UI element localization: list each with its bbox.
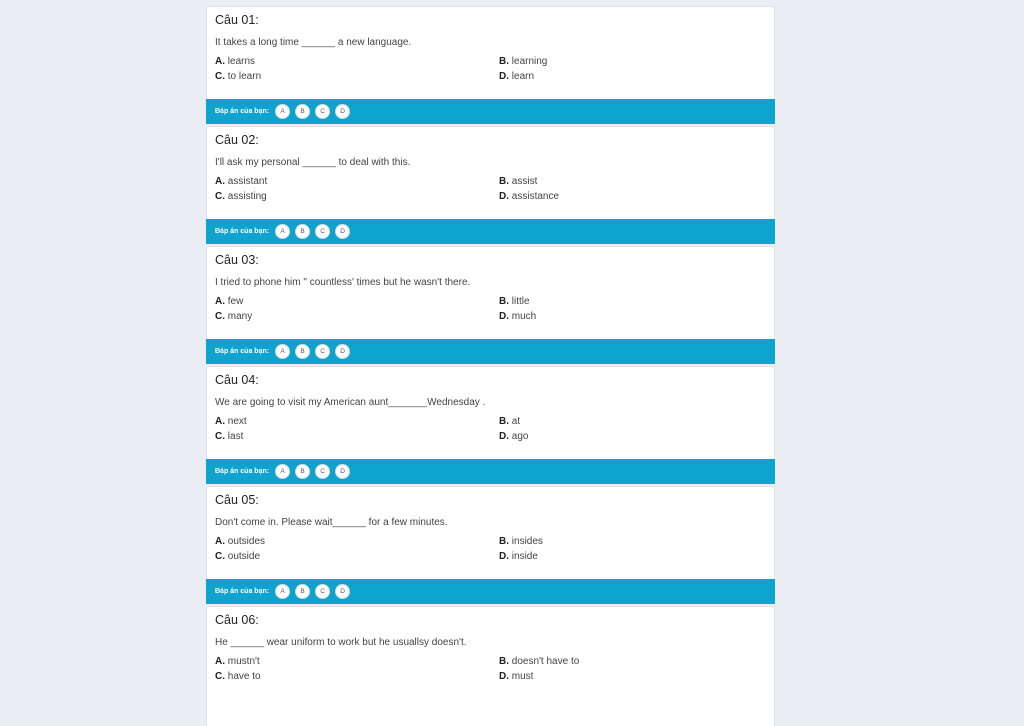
- question-card: [206, 366, 775, 459]
- answer-bar: [206, 99, 775, 124]
- option-c[interactable]: [215, 191, 499, 204]
- question-text: Don't come in. Please wait______ for a few minutes.: [215, 517, 448, 528]
- question-text: He ______ wear uniform to work but he usuallsy doesn't.: [215, 637, 467, 648]
- answer-choice-d[interactable]: D: [335, 584, 350, 599]
- question-text: I'll ask my personal ______ to deal with this.: [215, 157, 411, 168]
- option-text: learns: [227, 56, 256, 67]
- option-text: have to: [227, 670, 261, 682]
- answer-bar: [206, 219, 775, 244]
- option-letter: B.: [499, 176, 509, 187]
- option-letter: B.: [499, 656, 509, 667]
- question-card: [206, 486, 775, 579]
- option-letter: C.: [215, 550, 225, 562]
- option-letter: A.: [215, 296, 225, 307]
- options-grid: [215, 56, 766, 83]
- option-b[interactable]: [499, 296, 769, 309]
- quiz-column: [206, 6, 775, 726]
- question-card: [206, 6, 775, 99]
- option-b[interactable]: [499, 176, 769, 189]
- options-grid: [215, 416, 766, 443]
- question-text: We are going to visit my American aunt_______Wednesday .: [215, 397, 486, 408]
- option-text: inside: [511, 550, 538, 562]
- option-d[interactable]: [499, 71, 769, 84]
- option-text: few: [227, 296, 244, 307]
- option-b[interactable]: [499, 56, 769, 69]
- answer-choice-c[interactable]: C: [315, 464, 330, 479]
- option-d[interactable]: [499, 311, 769, 324]
- option-text: last: [227, 430, 244, 442]
- option-letter: D.: [499, 670, 509, 682]
- option-d[interactable]: [499, 431, 769, 444]
- question-title: Câu 04:: [215, 373, 259, 387]
- option-letter: C.: [215, 670, 225, 682]
- answer-choice-d[interactable]: D: [335, 104, 350, 119]
- option-d[interactable]: [499, 671, 769, 684]
- option-letter: D.: [499, 550, 509, 562]
- option-a[interactable]: [215, 656, 499, 669]
- option-text: must: [511, 670, 534, 682]
- option-letter: C.: [215, 310, 225, 322]
- answer-choice-a[interactable]: A: [275, 104, 290, 119]
- option-text: insides: [511, 536, 543, 547]
- question-text: It takes a long time ______ a new language.: [215, 37, 412, 48]
- option-text: outsides: [227, 536, 266, 547]
- option-a[interactable]: [215, 56, 499, 69]
- option-text: many: [227, 310, 253, 322]
- option-letter: A.: [215, 536, 225, 547]
- question-text: I tried to phone him " countless' times but he wasn't there.: [215, 277, 471, 288]
- option-text: to learn: [227, 70, 262, 82]
- option-a[interactable]: [215, 536, 499, 549]
- option-a[interactable]: [215, 176, 499, 189]
- answer-choice-c[interactable]: C: [315, 584, 330, 599]
- option-d[interactable]: [499, 191, 769, 204]
- option-letter: A.: [215, 656, 225, 667]
- option-c[interactable]: [215, 311, 499, 324]
- option-letter: C.: [215, 70, 225, 82]
- answer-choice-c[interactable]: C: [315, 344, 330, 359]
- answer-choice-b[interactable]: B: [295, 104, 310, 119]
- question-card: [206, 246, 775, 339]
- option-text: next: [227, 416, 247, 427]
- option-letter: C.: [215, 430, 225, 442]
- option-c[interactable]: [215, 431, 499, 444]
- answer-choice-b[interactable]: B: [295, 224, 310, 239]
- answer-label: Đáp án của bạn:: [215, 348, 270, 355]
- option-letter: B.: [499, 56, 509, 67]
- answer-choice-a[interactable]: A: [275, 224, 290, 239]
- options-grid: [215, 656, 766, 683]
- answer-choice-d[interactable]: D: [335, 344, 350, 359]
- option-text: mustn't: [227, 656, 260, 667]
- answer-label: Đáp án của bạn:: [215, 108, 270, 115]
- option-letter: A.: [215, 416, 225, 427]
- option-letter: D.: [499, 70, 509, 82]
- answer-label: Đáp án của bạn:: [215, 588, 270, 595]
- question-title: Câu 02:: [215, 133, 259, 147]
- question-title: Câu 06:: [215, 613, 259, 627]
- option-b[interactable]: [499, 656, 769, 669]
- answer-bar: [206, 459, 775, 484]
- option-letter: D.: [499, 310, 509, 322]
- option-letter: A.: [215, 56, 225, 67]
- option-text: assisting: [227, 190, 267, 202]
- options-grid: [215, 296, 766, 323]
- option-text: assist: [511, 176, 538, 187]
- option-letter: B.: [499, 416, 509, 427]
- answer-choice-b[interactable]: B: [295, 584, 310, 599]
- option-text: ago: [511, 430, 529, 442]
- question-title: Câu 01:: [215, 13, 259, 27]
- option-b[interactable]: [499, 536, 769, 549]
- option-c[interactable]: [215, 71, 499, 84]
- option-c[interactable]: [215, 671, 499, 684]
- option-letter: C.: [215, 190, 225, 202]
- options-grid: [215, 536, 766, 563]
- question-title: Câu 03:: [215, 253, 259, 267]
- option-letter: B.: [499, 296, 509, 307]
- option-text: learning: [511, 56, 548, 67]
- question-card: [206, 126, 775, 219]
- answer-choice-c[interactable]: C: [315, 224, 330, 239]
- answer-choice-d[interactable]: D: [335, 224, 350, 239]
- answer-choice-b[interactable]: B: [295, 464, 310, 479]
- option-d[interactable]: [499, 551, 769, 564]
- answer-choice-a[interactable]: A: [275, 464, 290, 479]
- question-title: Câu 05:: [215, 493, 259, 507]
- option-text: assistance: [511, 190, 560, 202]
- answer-bar: [206, 579, 775, 604]
- option-text: much: [511, 310, 537, 322]
- options-grid: [215, 176, 766, 203]
- answer-label: Đáp án của bạn:: [215, 468, 270, 475]
- answer-choice-a[interactable]: A: [275, 584, 290, 599]
- option-text: assistant: [227, 176, 268, 187]
- answer-bar: [206, 339, 775, 364]
- option-text: little: [511, 296, 530, 307]
- option-a[interactable]: [215, 416, 499, 429]
- option-a[interactable]: [215, 296, 499, 309]
- answer-choice-a[interactable]: A: [275, 344, 290, 359]
- option-c[interactable]: [215, 551, 499, 564]
- option-letter: A.: [215, 176, 225, 187]
- answer-choice-b[interactable]: B: [295, 344, 310, 359]
- option-b[interactable]: [499, 416, 769, 429]
- option-text: learn: [511, 70, 535, 82]
- question-card: [206, 606, 775, 726]
- option-letter: D.: [499, 190, 509, 202]
- option-text: doesn't have to: [511, 656, 580, 667]
- option-text: at: [511, 416, 521, 427]
- option-letter: D.: [499, 430, 509, 442]
- answer-label: Đáp án của bạn:: [215, 228, 270, 235]
- option-letter: B.: [499, 536, 509, 547]
- answer-choice-c[interactable]: C: [315, 104, 330, 119]
- option-text: outside: [227, 550, 261, 562]
- answer-choice-d[interactable]: D: [335, 464, 350, 479]
